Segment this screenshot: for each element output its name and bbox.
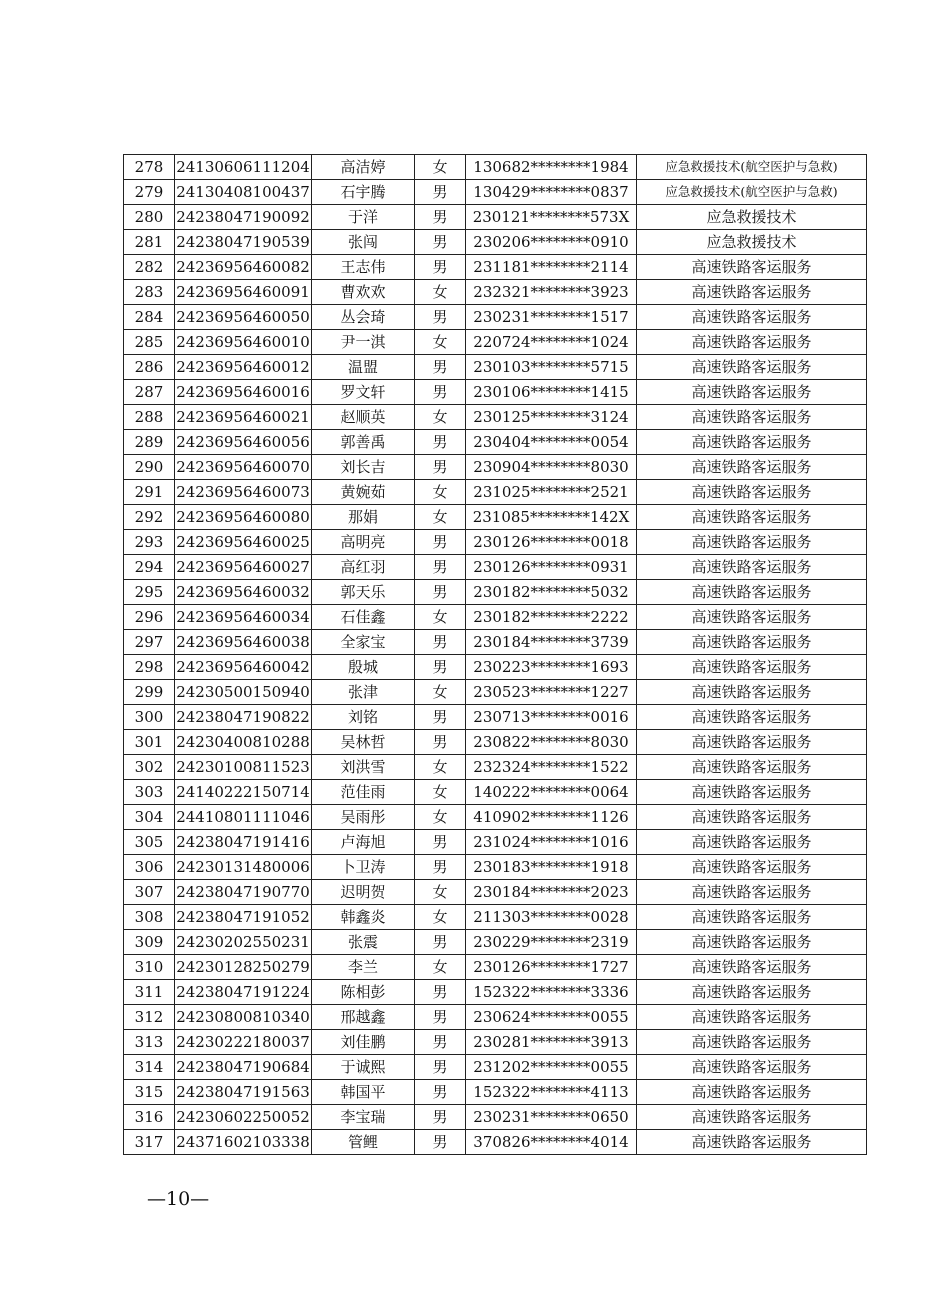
student-name-cell: 温盟 (312, 355, 415, 380)
student-name-cell: 吴林哲 (312, 730, 415, 755)
exam-ticket-cell: 24410801111046 (175, 805, 312, 830)
id-number-cell: 230822********8030 (466, 730, 637, 755)
gender-cell: 男 (415, 930, 466, 955)
exam-ticket-cell: 24238047190684 (175, 1055, 312, 1080)
row-number-cell: 305 (124, 830, 175, 855)
gender-cell: 男 (415, 1105, 466, 1130)
table-row (124, 605, 867, 630)
exam-ticket-cell: 24238047191052 (175, 905, 312, 930)
major-cell: 高速铁路客运服务 (637, 255, 867, 280)
student-name-cell: 高红羽 (312, 555, 415, 580)
student-name-cell: 王志伟 (312, 255, 415, 280)
major-cell: 高速铁路客运服务 (637, 330, 867, 355)
exam-ticket-cell: 24230202550231 (175, 930, 312, 955)
exam-ticket-cell: 24238047190770 (175, 880, 312, 905)
table-row (124, 705, 867, 730)
exam-ticket-cell: 24236956460010 (175, 330, 312, 355)
major-cell: 高速铁路客运服务 (637, 1080, 867, 1105)
student-name-cell: 郭天乐 (312, 580, 415, 605)
row-number-cell: 302 (124, 755, 175, 780)
id-number-cell: 230404********0054 (466, 430, 637, 455)
id-number-cell: 230126********0931 (466, 555, 637, 580)
table-row (124, 805, 867, 830)
table-row (124, 1030, 867, 1055)
major-cell: 高速铁路客运服务 (637, 980, 867, 1005)
gender-cell: 男 (415, 705, 466, 730)
gender-cell: 男 (415, 1080, 466, 1105)
row-number-cell: 286 (124, 355, 175, 380)
gender-cell: 男 (415, 230, 466, 255)
row-number-cell: 292 (124, 505, 175, 530)
major-cell: 高速铁路客运服务 (637, 580, 867, 605)
gender-cell: 女 (415, 955, 466, 980)
table-row (124, 280, 867, 305)
major-cell: 高速铁路客运服务 (637, 1105, 867, 1130)
student-name-cell: 邢越鑫 (312, 1005, 415, 1030)
student-name-cell: 罗文轩 (312, 380, 415, 405)
gender-cell: 女 (415, 755, 466, 780)
major-cell: 应急救援技术(航空医护与急救) (637, 180, 867, 205)
gender-cell: 男 (415, 305, 466, 330)
row-number-cell: 295 (124, 580, 175, 605)
student-name-cell: 刘长吉 (312, 455, 415, 480)
exam-ticket-cell: 24236956460016 (175, 380, 312, 405)
student-name-cell: 那娟 (312, 505, 415, 530)
row-number-cell: 296 (124, 605, 175, 630)
major-cell: 应急救援技术 (637, 205, 867, 230)
table-row (124, 1080, 867, 1105)
student-name-cell: 丛会琦 (312, 305, 415, 330)
row-number-cell: 317 (124, 1130, 175, 1155)
gender-cell: 女 (415, 880, 466, 905)
major-cell: 高速铁路客运服务 (637, 505, 867, 530)
major-cell: 高速铁路客运服务 (637, 705, 867, 730)
table-row (124, 155, 867, 180)
row-number-cell: 282 (124, 255, 175, 280)
student-name-cell: 吴雨彤 (312, 805, 415, 830)
major-cell: 高速铁路客运服务 (637, 480, 867, 505)
table-row (124, 980, 867, 1005)
major-cell: 高速铁路客运服务 (637, 655, 867, 680)
major-cell: 高速铁路客运服务 (637, 555, 867, 580)
table-row (124, 505, 867, 530)
major-cell: 高速铁路客运服务 (637, 355, 867, 380)
gender-cell: 男 (415, 580, 466, 605)
student-name-cell: 刘铭 (312, 705, 415, 730)
id-number-cell: 230106********1415 (466, 380, 637, 405)
id-number-cell: 230223********1693 (466, 655, 637, 680)
row-number-cell: 284 (124, 305, 175, 330)
id-number-cell: 230125********3124 (466, 405, 637, 430)
exam-ticket-cell: 24230131480006 (175, 855, 312, 880)
exam-ticket-cell: 24238047191416 (175, 830, 312, 855)
table-row (124, 955, 867, 980)
table-row (124, 905, 867, 930)
gender-cell: 男 (415, 730, 466, 755)
gender-cell: 男 (415, 355, 466, 380)
id-number-cell: 231024********1016 (466, 830, 637, 855)
major-cell: 高速铁路客运服务 (637, 630, 867, 655)
exam-ticket-cell: 24230100811523 (175, 755, 312, 780)
exam-ticket-cell: 24236956460034 (175, 605, 312, 630)
major-cell: 高速铁路客运服务 (637, 730, 867, 755)
row-number-cell: 314 (124, 1055, 175, 1080)
student-name-cell: 赵顺英 (312, 405, 415, 430)
id-number-cell: 231025********2521 (466, 480, 637, 505)
id-number-cell: 230206********0910 (466, 230, 637, 255)
exam-ticket-cell: 24238047190822 (175, 705, 312, 730)
major-cell: 高速铁路客运服务 (637, 1055, 867, 1080)
row-number-cell: 301 (124, 730, 175, 755)
gender-cell: 女 (415, 480, 466, 505)
gender-cell: 女 (415, 680, 466, 705)
major-cell: 高速铁路客运服务 (637, 680, 867, 705)
row-number-cell: 294 (124, 555, 175, 580)
exam-ticket-cell: 24236956460038 (175, 630, 312, 655)
student-name-cell: 张津 (312, 680, 415, 705)
table-row (124, 180, 867, 205)
row-number-cell: 303 (124, 780, 175, 805)
table-row (124, 630, 867, 655)
row-number-cell: 300 (124, 705, 175, 730)
row-number-cell: 312 (124, 1005, 175, 1030)
student-name-cell: 范佳雨 (312, 780, 415, 805)
student-name-cell: 郭善禹 (312, 430, 415, 455)
table-row (124, 580, 867, 605)
row-number-cell: 311 (124, 980, 175, 1005)
row-number-cell: 288 (124, 405, 175, 430)
gender-cell: 女 (415, 330, 466, 355)
exam-ticket-cell: 24238047190539 (175, 230, 312, 255)
major-cell: 高速铁路客运服务 (637, 380, 867, 405)
id-number-cell: 220724********1024 (466, 330, 637, 355)
gender-cell: 女 (415, 905, 466, 930)
exam-ticket-cell: 24230128250279 (175, 955, 312, 980)
student-name-cell: 石佳鑫 (312, 605, 415, 630)
id-number-cell: 230229********2319 (466, 930, 637, 955)
exam-ticket-cell: 24236956460073 (175, 480, 312, 505)
exam-ticket-cell: 24230222180037 (175, 1030, 312, 1055)
table-row (124, 1105, 867, 1130)
table-row (124, 430, 867, 455)
gender-cell: 女 (415, 605, 466, 630)
row-number-cell: 306 (124, 855, 175, 880)
student-name-cell: 卜卫涛 (312, 855, 415, 880)
major-cell: 高速铁路客运服务 (637, 855, 867, 880)
id-number-cell: 230121********573X (466, 205, 637, 230)
major-cell: 高速铁路客运服务 (637, 880, 867, 905)
row-number-cell: 278 (124, 155, 175, 180)
exam-ticket-cell: 24236956460080 (175, 505, 312, 530)
id-number-cell: 130682********1984 (466, 155, 637, 180)
student-name-cell: 殷城 (312, 655, 415, 680)
student-name-cell: 刘佳鹏 (312, 1030, 415, 1055)
gender-cell: 女 (415, 405, 466, 430)
gender-cell: 女 (415, 505, 466, 530)
student-name-cell: 于洋 (312, 205, 415, 230)
id-number-cell: 230231********0650 (466, 1105, 637, 1130)
row-number-cell: 285 (124, 330, 175, 355)
student-name-cell: 迟明贺 (312, 880, 415, 905)
gender-cell: 女 (415, 155, 466, 180)
gender-cell: 男 (415, 180, 466, 205)
table-row (124, 655, 867, 680)
exam-ticket-cell: 24236956460032 (175, 580, 312, 605)
major-cell: 高速铁路客运服务 (637, 955, 867, 980)
id-number-cell: 152322********4113 (466, 1080, 637, 1105)
exam-ticket-cell: 24140222150714 (175, 780, 312, 805)
id-number-cell: 230183********1918 (466, 855, 637, 880)
table-row (124, 205, 867, 230)
student-name-cell: 于诚熙 (312, 1055, 415, 1080)
id-number-cell: 230103********5715 (466, 355, 637, 380)
student-name-cell: 管鲤 (312, 1130, 415, 1155)
id-number-cell: 140222********0064 (466, 780, 637, 805)
major-cell: 高速铁路客运服务 (637, 755, 867, 780)
row-number-cell: 293 (124, 530, 175, 555)
major-cell: 高速铁路客运服务 (637, 830, 867, 855)
gender-cell: 男 (415, 205, 466, 230)
student-name-cell: 张震 (312, 930, 415, 955)
major-cell: 高速铁路客运服务 (637, 905, 867, 930)
student-name-cell: 卢海旭 (312, 830, 415, 855)
table-row (124, 830, 867, 855)
major-cell: 高速铁路客运服务 (637, 455, 867, 480)
id-number-cell: 230904********8030 (466, 455, 637, 480)
id-number-cell: 230624********0055 (466, 1005, 637, 1030)
row-number-cell: 315 (124, 1080, 175, 1105)
exam-ticket-cell: 24236956460050 (175, 305, 312, 330)
table-row (124, 405, 867, 430)
id-number-cell: 231202********0055 (466, 1055, 637, 1080)
major-cell: 高速铁路客运服务 (637, 805, 867, 830)
major-cell: 高速铁路客运服务 (637, 530, 867, 555)
id-number-cell: 230281********3913 (466, 1030, 637, 1055)
student-name-cell: 尹一淇 (312, 330, 415, 355)
id-number-cell: 230182********2222 (466, 605, 637, 630)
gender-cell: 男 (415, 830, 466, 855)
exam-ticket-cell: 24236956460021 (175, 405, 312, 430)
student-name-cell: 李宝瑞 (312, 1105, 415, 1130)
id-number-cell: 152322********3336 (466, 980, 637, 1005)
table-row (124, 455, 867, 480)
major-cell: 高速铁路客运服务 (637, 1005, 867, 1030)
student-roster-table (123, 154, 867, 1155)
id-number-cell: 230231********1517 (466, 305, 637, 330)
exam-ticket-cell: 24236956460091 (175, 280, 312, 305)
major-cell: 高速铁路客运服务 (637, 930, 867, 955)
exam-ticket-cell: 24230500150940 (175, 680, 312, 705)
major-cell: 高速铁路客运服务 (637, 780, 867, 805)
row-number-cell: 304 (124, 805, 175, 830)
table-row (124, 730, 867, 755)
row-number-cell: 279 (124, 180, 175, 205)
row-number-cell: 287 (124, 380, 175, 405)
id-number-cell: 370826********4014 (466, 1130, 637, 1155)
id-number-cell: 231181********2114 (466, 255, 637, 280)
id-number-cell: 230182********5032 (466, 580, 637, 605)
major-cell: 高速铁路客运服务 (637, 405, 867, 430)
gender-cell: 男 (415, 455, 466, 480)
row-number-cell: 291 (124, 480, 175, 505)
row-number-cell: 310 (124, 955, 175, 980)
exam-ticket-cell: 24238047191563 (175, 1080, 312, 1105)
major-cell: 高速铁路客运服务 (637, 305, 867, 330)
id-number-cell: 230713********0016 (466, 705, 637, 730)
exam-ticket-cell: 24238047191224 (175, 980, 312, 1005)
row-number-cell: 283 (124, 280, 175, 305)
gender-cell: 男 (415, 1005, 466, 1030)
exam-ticket-cell: 24130606111204 (175, 155, 312, 180)
table-row (124, 380, 867, 405)
student-name-cell: 石宇腾 (312, 180, 415, 205)
row-number-cell: 280 (124, 205, 175, 230)
major-cell: 高速铁路客运服务 (637, 1030, 867, 1055)
row-number-cell: 289 (124, 430, 175, 455)
exam-ticket-cell: 24230602250052 (175, 1105, 312, 1130)
student-name-cell: 黄婉茹 (312, 480, 415, 505)
table-row (124, 1055, 867, 1080)
id-number-cell: 410902********1126 (466, 805, 637, 830)
gender-cell: 男 (415, 555, 466, 580)
id-number-cell: 230184********3739 (466, 630, 637, 655)
row-number-cell: 299 (124, 680, 175, 705)
student-name-cell: 曹欢欢 (312, 280, 415, 305)
row-number-cell: 297 (124, 630, 175, 655)
student-name-cell: 高明亮 (312, 530, 415, 555)
exam-ticket-cell: 24236956460042 (175, 655, 312, 680)
exam-ticket-cell: 24371602103338 (175, 1130, 312, 1155)
gender-cell: 男 (415, 655, 466, 680)
gender-cell: 男 (415, 530, 466, 555)
student-name-cell: 韩鑫炎 (312, 905, 415, 930)
table-row (124, 680, 867, 705)
exam-ticket-cell: 24130408100437 (175, 180, 312, 205)
row-number-cell: 290 (124, 455, 175, 480)
gender-cell: 男 (415, 855, 466, 880)
id-number-cell: 230523********1227 (466, 680, 637, 705)
exam-ticket-cell: 24238047190092 (175, 205, 312, 230)
id-number-cell: 230184********2023 (466, 880, 637, 905)
major-cell: 高速铁路客运服务 (637, 430, 867, 455)
row-number-cell: 316 (124, 1105, 175, 1130)
exam-ticket-cell: 24236956460012 (175, 355, 312, 380)
table-row (124, 755, 867, 780)
major-cell: 应急救援技术 (637, 230, 867, 255)
exam-ticket-cell: 24230400810288 (175, 730, 312, 755)
student-name-cell: 高洁婷 (312, 155, 415, 180)
gender-cell: 男 (415, 255, 466, 280)
row-number-cell: 308 (124, 905, 175, 930)
row-number-cell: 281 (124, 230, 175, 255)
major-cell: 高速铁路客运服务 (637, 1130, 867, 1155)
exam-ticket-cell: 24230800810340 (175, 1005, 312, 1030)
id-number-cell: 232324********1522 (466, 755, 637, 780)
table-row (124, 1005, 867, 1030)
id-number-cell: 230126********0018 (466, 530, 637, 555)
major-cell: 高速铁路客运服务 (637, 605, 867, 630)
major-cell: 高速铁路客运服务 (637, 280, 867, 305)
row-number-cell: 298 (124, 655, 175, 680)
student-name-cell: 韩国平 (312, 1080, 415, 1105)
gender-cell: 男 (415, 1130, 466, 1155)
exam-ticket-cell: 24236956460070 (175, 455, 312, 480)
id-number-cell: 231085********142X (466, 505, 637, 530)
id-number-cell: 230126********1727 (466, 955, 637, 980)
student-name-cell: 全家宝 (312, 630, 415, 655)
table-row (124, 230, 867, 255)
gender-cell: 男 (415, 380, 466, 405)
student-name-cell: 李兰 (312, 955, 415, 980)
gender-cell: 男 (415, 430, 466, 455)
table-row (124, 355, 867, 380)
exam-ticket-cell: 24236956460082 (175, 255, 312, 280)
gender-cell: 男 (415, 1055, 466, 1080)
id-number-cell: 211303********0028 (466, 905, 637, 930)
student-name-cell: 陈相彭 (312, 980, 415, 1005)
gender-cell: 女 (415, 780, 466, 805)
table-row (124, 530, 867, 555)
gender-cell: 男 (415, 630, 466, 655)
gender-cell: 男 (415, 980, 466, 1005)
row-number-cell: 307 (124, 880, 175, 905)
gender-cell: 女 (415, 280, 466, 305)
table-row (124, 930, 867, 955)
table-row (124, 330, 867, 355)
table-row (124, 255, 867, 280)
id-number-cell: 232321********3923 (466, 280, 637, 305)
student-name-cell: 张闯 (312, 230, 415, 255)
table-row (124, 880, 867, 905)
id-number-cell: 130429********0837 (466, 180, 637, 205)
gender-cell: 女 (415, 805, 466, 830)
table-row (124, 1130, 867, 1155)
exam-ticket-cell: 24236956460025 (175, 530, 312, 555)
exam-ticket-cell: 24236956460027 (175, 555, 312, 580)
exam-ticket-cell: 24236956460056 (175, 430, 312, 455)
gender-cell: 男 (415, 1030, 466, 1055)
table-row (124, 855, 867, 880)
major-cell: 应急救援技术(航空医护与急救) (637, 155, 867, 180)
student-name-cell: 刘洪雪 (312, 755, 415, 780)
row-number-cell: 309 (124, 930, 175, 955)
table-row (124, 780, 867, 805)
table-row (124, 480, 867, 505)
roster-body (124, 155, 867, 1155)
row-number-cell: 313 (124, 1030, 175, 1055)
table-row (124, 555, 867, 580)
page-number: —10— (147, 1188, 210, 1210)
table-row (124, 305, 867, 330)
